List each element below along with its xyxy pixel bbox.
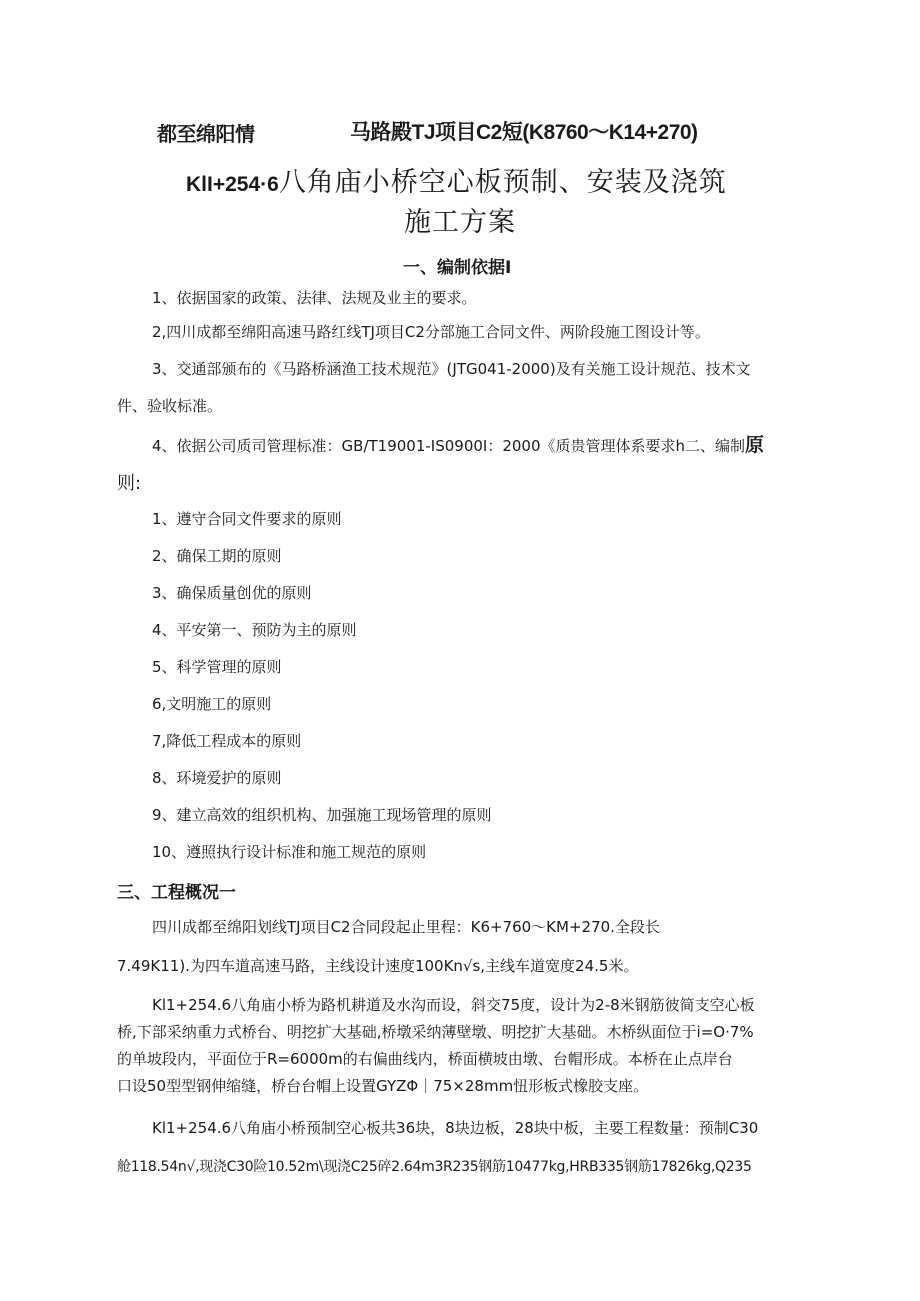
principle-item: 2、确保工期的原则 [152, 547, 282, 565]
title-text: 八角庙小桥空心板预制、安装及浇筑 [278, 167, 727, 198]
section-heading-basis: 一、编制依据I [403, 258, 512, 278]
basis-item-4 [152, 435, 764, 456]
overview-paragraph-1: 四川成都至绵阳划线TJ项目C2合同段起止里程：K6+760～KM+270.全段长 [152, 918, 660, 936]
overview-paragraph-3-cont: 舱118.54n√,现浇C30险10.52m\现浇C25碎2.64m3R235钢筋10477kg,HRB335钢筋17826kg,Q235 [117, 1159, 752, 1175]
principles-heading-tail: 原 [745, 434, 765, 456]
principle-item: 4、平安第一、预防为主的原则 [152, 621, 357, 639]
overview-paragraph-2-cont: 桥,下部采纳重力式桥台、明挖扩大基础,桥墩采纳薄壁墩、明挖扩大基础。木桥纵面位于i=O·7% [117, 1023, 754, 1041]
document-title-line2: 施工方案 [404, 207, 516, 238]
basis-item-1: 1、依据国家的政策、法律、法规及业主的要求。 [152, 289, 477, 307]
principle-item: 1、遵守合同文件要求的原则 [152, 510, 342, 528]
basis-item-2: 2,四川成都至绵阳高速马路红线TJ项目C2分部施工合同文件、两阶段施工图设计等。 [152, 323, 710, 341]
principle-item: 10、遵照执行设计标准和施工规范的原则 [152, 843, 427, 861]
principle-item: 9、建立高效的组织机构、加强施工现场管理的原则 [152, 806, 492, 824]
principle-item: 3、确保质量创优的原则 [152, 584, 312, 602]
title-code: KlI+254·6 [186, 173, 279, 196]
overview-paragraph-2-cont: 的单坡段内，平面位于R=6000m的右偏曲线内，桥面横坡由墩、台帽形成。本桥在止点岸台 [117, 1050, 733, 1068]
overview-paragraph-3: Kl1+254.6八角庙小桥预制空心板共36块，8块边板，28块中板，主要工程数量：预制C30 [152, 1119, 759, 1137]
principle-item: 7,降低工程成本的原则 [152, 732, 302, 750]
overview-paragraph-2: Kl1+254.6八角庙小桥为路机耕道及水沟而设，斜交75度，设计为2-8米钢筋彼简支空心板 [152, 996, 755, 1014]
basis-item-3: 3、交通部颁布的《马路桥涵渔工技术规范》(JTG041-2000)及有关施工设计规范、技术文 [152, 360, 751, 378]
document-title-line1 [186, 160, 727, 199]
principles-heading-end: 则: [117, 473, 142, 494]
principle-item: 8、环境爱护的原则 [152, 769, 282, 787]
header-left: 都至绵阳情 [157, 124, 255, 146]
basis-item-4-text: 4、依据公司质司管理标准：GB/T19001-IS0900I：2000《质贵管理体系要求h二、编制 [152, 437, 746, 455]
header-right: 马路殿TJ项目C2短(K8760～K14+270) [350, 121, 698, 144]
basis-item-3-cont: 件、验收标准。 [117, 397, 223, 415]
overview-paragraph-1-cont: 7.49K11).为四车道高速马路，主线设计速度100Kn√s,主线车道宽度24.5米。 [117, 957, 639, 975]
principle-item: 6,文明施工的原则 [152, 695, 272, 713]
section-heading-overview: 三、工程概况一 [117, 883, 236, 903]
overview-paragraph-2-cont: 口设50型型钢伸缩缝，桥台台帽上设置GYZΦ｜75×28mm忸形板式橡胶支座。 [117, 1077, 649, 1095]
principle-item: 5、科学管理的原则 [152, 658, 282, 676]
